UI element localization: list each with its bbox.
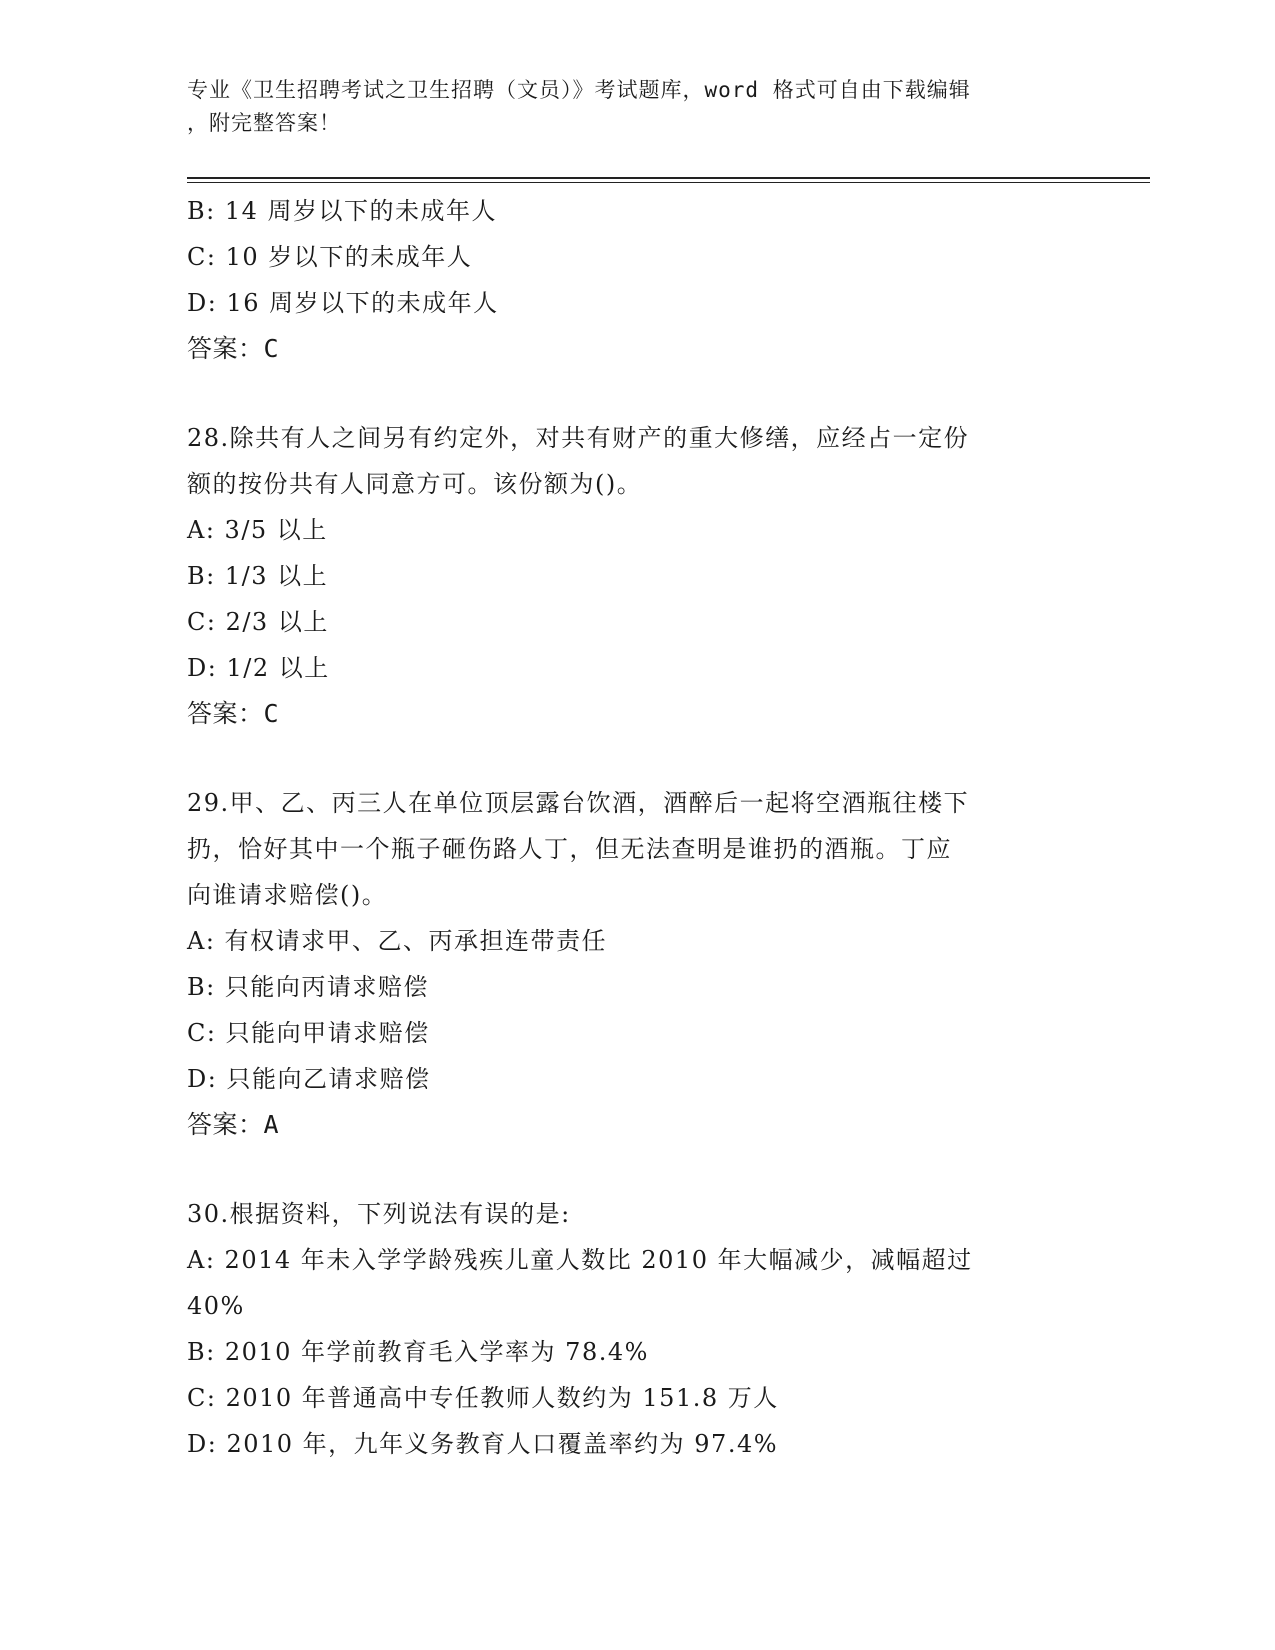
option-d: D: 1/2 以上 xyxy=(187,654,330,682)
question-stem: 向谁请求赔偿()。 xyxy=(187,881,388,909)
question-30 xyxy=(187,1191,1087,1467)
header-line-1: 专业《卫生招聘考试之卫生招聘（文员）》考试题库，word 格式可自由下载编辑 xyxy=(187,78,971,102)
header-divider-thin xyxy=(187,182,1150,183)
question-stem: 29.甲、乙、丙三人在单位顶层露台饮酒，酒醉后一起将空酒瓶往楼下 xyxy=(187,789,970,817)
question-stem: 28.除共有人之间另有约定外，对共有财产的重大修缮，应经占一定份 xyxy=(187,424,970,452)
question-29 xyxy=(187,780,1087,1148)
option-a: A: 3/5 以上 xyxy=(187,516,328,544)
header-divider-thick xyxy=(187,177,1150,179)
option-d: D: 只能向乙请求赔偿 xyxy=(187,1065,431,1093)
option-d: D: 2010 年，九年义务教育人口覆盖率约为 97.4% xyxy=(187,1430,779,1458)
option-c: C: 10 岁以下的未成年人 xyxy=(187,243,473,271)
option-a-continued: 40% xyxy=(187,1292,245,1320)
answer: 答案：A xyxy=(187,1110,280,1139)
option-b: B: 1/3 以上 xyxy=(187,562,329,590)
question-list xyxy=(187,188,1087,1467)
option-a: A: 2014 年未入学学龄残疾儿童人数比 2010 年大幅减少，减幅超过 xyxy=(187,1246,973,1274)
option-c: C: 2010 年普通高中专任教师人数约为 151.8 万人 xyxy=(187,1384,779,1412)
option-c: C: 2/3 以上 xyxy=(187,608,329,636)
question-27 xyxy=(187,188,1087,372)
answer: 答案：C xyxy=(187,699,280,728)
question-stem: 扔，恰好其中一个瓶子砸伤路人丁，但无法查明是谁扔的酒瓶。丁应 xyxy=(187,835,952,863)
question-28 xyxy=(187,415,1087,737)
option-a: A: 有权请求甲、乙、丙承担连带责任 xyxy=(187,927,608,955)
header-line-2: ，附完整答案！ xyxy=(187,111,341,135)
option-c: C: 只能向甲请求赔偿 xyxy=(187,1019,430,1047)
question-stem: 额的按份共有人同意方可。该份额为()。 xyxy=(187,470,643,498)
option-b: B: 只能向丙请求赔偿 xyxy=(187,973,429,1001)
document-header xyxy=(187,74,1087,140)
option-b: B: 2010 年学前教育毛入学率为 78.4% xyxy=(187,1338,649,1366)
question-stem: 30.根据资料，下列说法有误的是: xyxy=(187,1200,571,1228)
option-b: B: 14 周岁以下的未成年人 xyxy=(187,197,498,225)
answer: 答案：C xyxy=(187,334,280,363)
option-d: D: 16 周岁以下的未成年人 xyxy=(187,289,499,317)
